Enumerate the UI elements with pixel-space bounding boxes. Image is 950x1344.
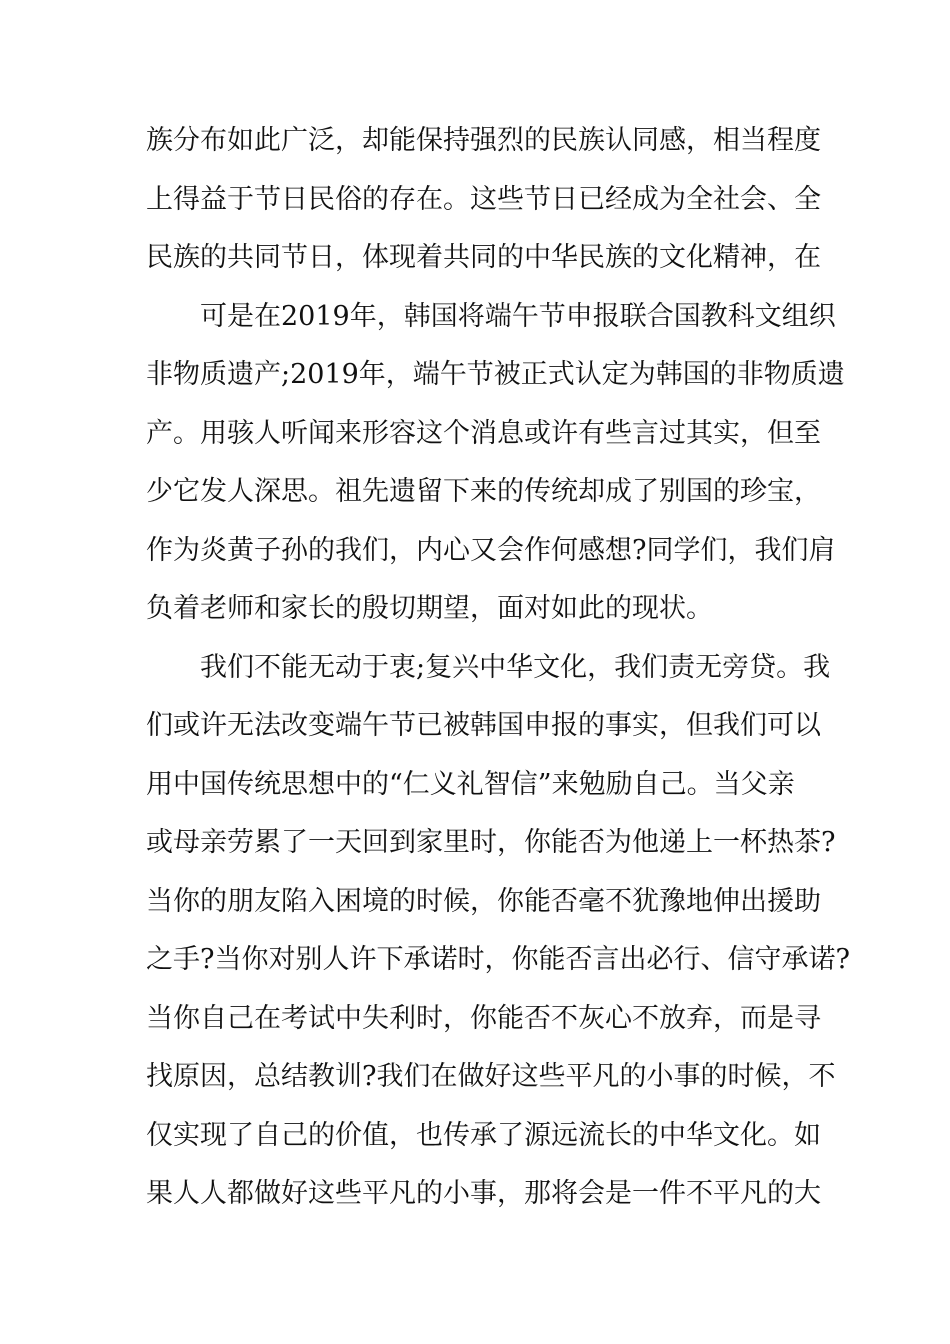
text-line: 用中国传统思想中的“仁义礼智信”来勉励自己。当父亲 bbox=[146, 768, 795, 800]
paragraph-start-line: 我们不能无动于衷;复兴中华文化，我们责无旁贷。我 bbox=[146, 651, 831, 683]
text-line: 当你自己在考试中失利时，你能否不灰心不放弃，而是寻 bbox=[146, 1002, 821, 1034]
text-line: 们或许无法改变端午节已被韩国申报的事实，但我们可以 bbox=[146, 710, 821, 741]
paragraph-start-line: 可是在2019年，韩国将端午节申报联合国教科文组织 bbox=[146, 300, 836, 332]
text-line: 负着老师和家长的殷切期望，面对如此的现状。 bbox=[146, 593, 713, 624]
text-line: 当你的朋友陷入困境的时候，你能否毫不犹豫地伸出援助 bbox=[146, 885, 821, 917]
text-line: 或母亲劳累了一天回到家里时，你能否为他递上一杯热茶? bbox=[146, 827, 836, 858]
text-line: 果人人都做好这些平凡的小事，那将会是一件不平凡的大 bbox=[146, 1178, 821, 1209]
text-line: 之手?当你对别人许下承诺时，你能否言出必行、信守承诺? bbox=[146, 944, 850, 975]
text-line: 仅实现了自己的价值，也传承了源远流长的中华文化。如 bbox=[146, 1119, 821, 1151]
text-line: 族分布如此广泛，却能保持强烈的民族认同感，相当程度 bbox=[146, 125, 821, 156]
text-line: 作为炎黄子孙的我们，内心又会作何感想?同学们，我们肩 bbox=[146, 534, 836, 566]
text-line: 找原因，总结教训?我们在做好这些平凡的小事的时候，不 bbox=[146, 1061, 836, 1092]
document-body bbox=[146, 118, 850, 1230]
text-line: 产。用骇人听闻来形容这个消息或许有些言过其实，但至 bbox=[146, 417, 821, 449]
text-line: 少它发人深思。祖先遗留下来的传统却成了别国的珍宝， bbox=[146, 476, 821, 507]
text-line: 非物质遗产;2019年，端午节被正式认定为韩国的非物质遗 bbox=[146, 359, 845, 390]
text-line: 民族的共同节日，体现着共同的中华民族的文化精神，在 bbox=[146, 242, 821, 273]
text-line: 上得益于节日民俗的存在。这些节日已经成为全社会、全 bbox=[146, 183, 821, 215]
